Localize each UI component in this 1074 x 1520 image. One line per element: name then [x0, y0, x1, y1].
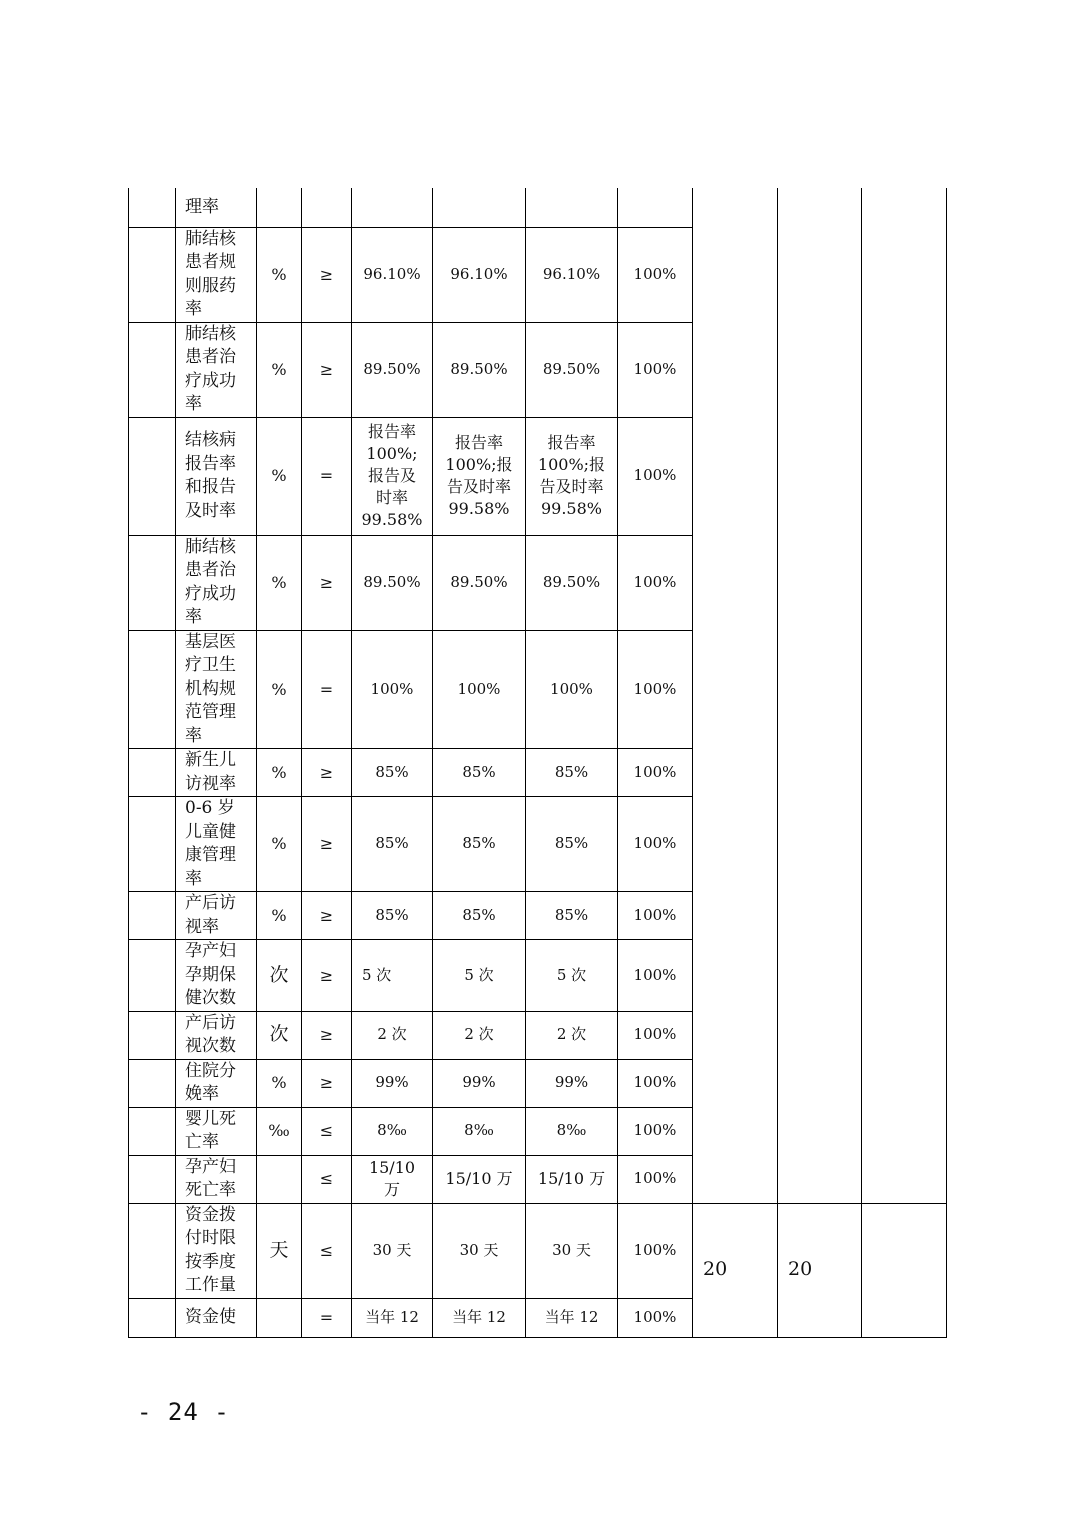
- value-cell-1: 当年 12: [352, 1298, 433, 1337]
- category-cell: [129, 1155, 176, 1203]
- operator-cell: ≥: [302, 1059, 352, 1107]
- operator-cell: =: [302, 630, 352, 749]
- value-cell-2: 100%: [433, 630, 526, 749]
- completion-cell: 100%: [618, 417, 693, 535]
- unit-cell: %: [257, 227, 302, 322]
- unit-cell: %: [257, 417, 302, 535]
- indicator-cell: 肺结核 患者规 则服药 率: [176, 227, 257, 322]
- points-cell: 20: [778, 1203, 862, 1337]
- operator-cell: ≥: [302, 940, 352, 1012]
- completion-cell: 100%: [618, 749, 693, 797]
- value-cell-1: 96.10%: [352, 227, 433, 322]
- indicator-cell: 结核病 报告率 和报告 及时率: [176, 417, 257, 535]
- value-cell-3: 当年 12: [526, 1298, 618, 1337]
- operator-cell: ≥: [302, 322, 352, 417]
- operator-cell: ≥: [302, 535, 352, 630]
- value-cell-3: 85%: [526, 892, 618, 940]
- operator-cell: ≤: [302, 1107, 352, 1155]
- operator-cell: ≤: [302, 1203, 352, 1298]
- operator-cell: ≥: [302, 892, 352, 940]
- value-cell-1: 报告率 100%; 报告及 时率 99.58%: [352, 417, 433, 535]
- unit-cell: [257, 188, 302, 227]
- indicator-cell: 婴儿死 亡率: [176, 1107, 257, 1155]
- weight-cell: 20: [693, 1203, 778, 1337]
- value-cell-2: 2 次: [433, 1011, 526, 1059]
- category-cell: [129, 188, 176, 227]
- indicator-cell: 理率: [176, 188, 257, 227]
- table-row: [129, 1203, 947, 1298]
- value-cell-2: 89.50%: [433, 322, 526, 417]
- value-cell-3: 96.10%: [526, 227, 618, 322]
- indicator-cell: 基层医 疗卫生 机构规 范管理 率: [176, 630, 257, 749]
- completion-cell: 100%: [618, 797, 693, 892]
- value-cell-1: 15/10 万: [352, 1155, 433, 1203]
- unit-cell: %: [257, 535, 302, 630]
- unit-cell: 天: [257, 1203, 302, 1298]
- value-cell-3: 2 次: [526, 1011, 618, 1059]
- category-cell: [129, 1203, 176, 1298]
- category-cell: [129, 227, 176, 322]
- value-cell-2: 30 天: [433, 1203, 526, 1298]
- operator-cell: [302, 188, 352, 227]
- value-cell-2: 85%: [433, 797, 526, 892]
- operator-cell: ≤: [302, 1155, 352, 1203]
- completion-cell: 100%: [618, 535, 693, 630]
- category-cell: [129, 1011, 176, 1059]
- indicator-cell: 资金使: [176, 1298, 257, 1337]
- weight-cell-upper: [693, 188, 778, 1203]
- value-cell-2: 99%: [433, 1059, 526, 1107]
- value-cell-2: 8‰: [433, 1107, 526, 1155]
- value-cell-2: 89.50%: [433, 535, 526, 630]
- value-cell-2: 85%: [433, 892, 526, 940]
- value-cell-3: 5 次: [526, 940, 618, 1012]
- value-cell-2: 96.10%: [433, 227, 526, 322]
- value-cell-3: 99%: [526, 1059, 618, 1107]
- value-cell-2: 85%: [433, 749, 526, 797]
- value-cell-2: 当年 12: [433, 1298, 526, 1337]
- completion-cell: [618, 188, 693, 227]
- category-cell: [129, 535, 176, 630]
- completion-cell: 100%: [618, 1107, 693, 1155]
- table-row: [129, 188, 947, 227]
- completion-cell: 100%: [618, 1011, 693, 1059]
- unit-cell: [257, 1155, 302, 1203]
- category-cell: [129, 749, 176, 797]
- indicator-cell: 肺结核 患者治 疗成功 率: [176, 322, 257, 417]
- value-cell-3: 30 天: [526, 1203, 618, 1298]
- value-cell-1: [352, 188, 433, 227]
- value-cell-1: 99%: [352, 1059, 433, 1107]
- value-cell-3: 15/10 万: [526, 1155, 618, 1203]
- category-cell: [129, 797, 176, 892]
- operator-cell: ≥: [302, 1011, 352, 1059]
- value-cell-1: 30 天: [352, 1203, 433, 1298]
- completion-cell: 100%: [618, 630, 693, 749]
- completion-cell: 100%: [618, 1155, 693, 1203]
- value-cell-2: 5 次: [433, 940, 526, 1012]
- value-cell-3: 89.50%: [526, 322, 618, 417]
- notes-cell: [862, 1203, 947, 1337]
- value-cell-1: 89.50%: [352, 535, 433, 630]
- value-cell-2: 15/10 万: [433, 1155, 526, 1203]
- completion-cell: 100%: [618, 227, 693, 322]
- value-cell-2: [433, 188, 526, 227]
- completion-cell: 100%: [618, 892, 693, 940]
- completion-cell: 100%: [618, 1203, 693, 1298]
- notes-cell-upper: [862, 188, 947, 1203]
- category-cell: [129, 322, 176, 417]
- unit-cell: %: [257, 322, 302, 417]
- page-number: - 24 -: [137, 1398, 230, 1426]
- indicator-cell: 孕产妇 死亡率: [176, 1155, 257, 1203]
- unit-cell: 次: [257, 1011, 302, 1059]
- unit-cell: %: [257, 1059, 302, 1107]
- value-cell-3: 89.50%: [526, 535, 618, 630]
- completion-cell: 100%: [618, 940, 693, 1012]
- value-cell-1: 5 次: [352, 940, 433, 1012]
- completion-cell: 100%: [618, 1059, 693, 1107]
- category-cell: [129, 940, 176, 1012]
- indicator-cell: 产后访 视次数: [176, 1011, 257, 1059]
- unit-cell: %: [257, 892, 302, 940]
- indicator-cell: 孕产妇 孕期保 健次数: [176, 940, 257, 1012]
- category-cell: [129, 630, 176, 749]
- unit-cell: ‰: [257, 1107, 302, 1155]
- category-cell: [129, 1298, 176, 1337]
- value-cell-1: 89.50%: [352, 322, 433, 417]
- operator-cell: ≥: [302, 797, 352, 892]
- value-cell-1: 100%: [352, 630, 433, 749]
- unit-cell: [257, 1298, 302, 1337]
- category-cell: [129, 892, 176, 940]
- value-cell-3: 100%: [526, 630, 618, 749]
- value-cell-3: [526, 188, 618, 227]
- operator-cell: =: [302, 1298, 352, 1337]
- category-cell: [129, 1107, 176, 1155]
- indicator-cell: 产后访 视率: [176, 892, 257, 940]
- indicator-cell: 0-6 岁 儿童健 康管理 率: [176, 797, 257, 892]
- value-cell-1: 8‰: [352, 1107, 433, 1155]
- completion-cell: 100%: [618, 1298, 693, 1337]
- unit-cell: 次: [257, 940, 302, 1012]
- operator-cell: ≥: [302, 227, 352, 322]
- indicator-table: [128, 188, 947, 1338]
- value-cell-1: 2 次: [352, 1011, 433, 1059]
- unit-cell: %: [257, 630, 302, 749]
- value-cell-3: 85%: [526, 749, 618, 797]
- category-cell: [129, 417, 176, 535]
- indicator-cell: 资金拨 付时限 按季度 工作量: [176, 1203, 257, 1298]
- value-cell-2: 报告率 100%;报 告及时率 99.58%: [433, 417, 526, 535]
- indicator-cell: 肺结核 患者治 疗成功 率: [176, 535, 257, 630]
- completion-cell: 100%: [618, 322, 693, 417]
- value-cell-1: 85%: [352, 749, 433, 797]
- unit-cell: %: [257, 797, 302, 892]
- value-cell-3: 8‰: [526, 1107, 618, 1155]
- indicator-cell: 住院分 娩率: [176, 1059, 257, 1107]
- points-cell-upper: [778, 188, 862, 1203]
- unit-cell: %: [257, 749, 302, 797]
- value-cell-3: 报告率 100%;报 告及时率 99.58%: [526, 417, 618, 535]
- value-cell-1: 85%: [352, 797, 433, 892]
- value-cell-1: 85%: [352, 892, 433, 940]
- operator-cell: =: [302, 417, 352, 535]
- category-cell: [129, 1059, 176, 1107]
- value-cell-3: 85%: [526, 797, 618, 892]
- operator-cell: ≥: [302, 749, 352, 797]
- indicator-cell: 新生儿 访视率: [176, 749, 257, 797]
